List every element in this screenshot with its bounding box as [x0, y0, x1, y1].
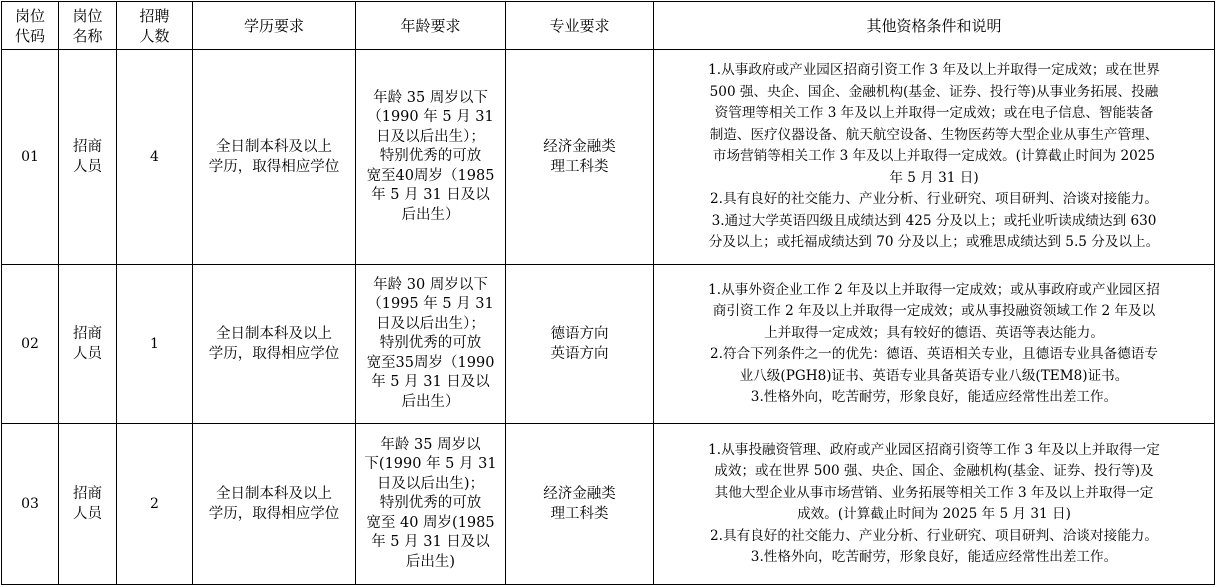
header-major: 专业要求	[506, 2, 654, 50]
major-requirement: 德语方向 英语方向	[506, 265, 654, 424]
education-requirement: 全日制本科及以上 学历，取得相应学位	[193, 424, 356, 585]
hiring-count: 2	[117, 424, 193, 585]
other-requirements: 1.从事外资企业工作 2 年及以上并取得一定成效；或从事政府或产业园区招 商引资工作 2 年及以上并取得一定成效；或从事投融资领域工作 2 年及以 上并取得一定成效；具有较好的德语、英语等表达能力。 2.符合下列条件之一的优先：德语、英语相关专业，且德语专业具备德语专 业八级(PGH8)证书、英语专业具备英语专业八级(TEM8)证书。 3.性格外向，吃苦耐劳，形象良好，能适应经常性出差工作。	[654, 265, 1215, 424]
table-row	[2, 50, 1215, 265]
education-requirement: 全日制本科及以上 学历，取得相应学位	[193, 50, 356, 265]
other-requirements: 1.从事投融资管理、政府或产业园区招商引资等工作 3 年及以上并取得一定 成效；或在世界 500 强、央企、国企、金融机构(基金、证券、投行等)及 其他大型企业从事市场营销、业务拓展等相关工作 3 年及以上并取得一定 成效。(计算截止时间为 2025 年 5 月 31 日) 2.具有良好的社交能力、产业分析、行业研究、项目研判、洽谈对接能力。 3.性格外向，吃苦耐劳，形象良好，能适应经常性出差工作。	[654, 424, 1215, 585]
hiring-count: 1	[117, 265, 193, 424]
major-requirement: 经济金融类 理工科类	[506, 50, 654, 265]
table-row	[2, 265, 1215, 424]
hiring-count: 4	[117, 50, 193, 265]
recruitment-table	[1, 1, 1215, 585]
header-code: 岗位 代码	[2, 2, 59, 50]
position-name: 招商 人员	[59, 50, 117, 265]
header-other: 其他资格条件和说明	[654, 2, 1215, 50]
table-row	[2, 424, 1215, 585]
position-code: 03	[2, 424, 59, 585]
position-code: 01	[2, 50, 59, 265]
header-education: 学历要求	[193, 2, 356, 50]
age-requirement: 年龄 30 周岁以下 （1995 年 5 月 31 日及以后出生）； 特别优秀的可放 宽至35周岁（1990 年 5 月 31 日及以 后出生）	[356, 265, 506, 424]
age-requirement: 年龄 35 周岁以下 （1990 年 5 月 31 日及以后出生）； 特别优秀的可放 宽至40周岁（1985 年 5 月 31 日及以 后出生）	[356, 50, 506, 265]
header-row	[2, 2, 1215, 50]
header-age: 年龄要求	[356, 2, 506, 50]
education-requirement: 全日制本科及以上 学历，取得相应学位	[193, 265, 356, 424]
position-code: 02	[2, 265, 59, 424]
header-name: 岗位 名称	[59, 2, 117, 50]
age-requirement: 年龄 35 周岁以 下(1990 年 5 月 31 日及以后出生)； 特别优秀的可放 宽至 40 周岁(1985 年 5 月 31 日及以 后出生)	[356, 424, 506, 585]
position-name: 招商 人员	[59, 424, 117, 585]
position-name: 招商 人员	[59, 265, 117, 424]
major-requirement: 经济金融类 理工科类	[506, 424, 654, 585]
other-requirements: 1.从事政府或产业园区招商引资工作 3 年及以上并取得一定成效；或在世界 500 强、央企、国企、金融机构(基金、证券、投行等)从事业务拓展、投融 资管理等相关工作 3 年及以上并取得一定成效；或在电子信息、智能装备 制造、医疗仪器设备、航天航空设备、生物医药等大型企业从事生产管理、 市场营销等相关工作 3 年及以上并取得一定成效。(计算截止时间为 2025 年 5 月 31 日) 2.具有良好的社交能力、产业分析、行业研究、项目研判、洽谈对接能力。 3.通过大学英语四级且成绩达到 425 分及以上；或托业听读成绩达到 630 分及以上；或托福成绩达到 70 分及以上；或雅思成绩达到 5.5 分及以上。	[654, 50, 1215, 265]
header-count: 招聘 人数	[117, 2, 193, 50]
